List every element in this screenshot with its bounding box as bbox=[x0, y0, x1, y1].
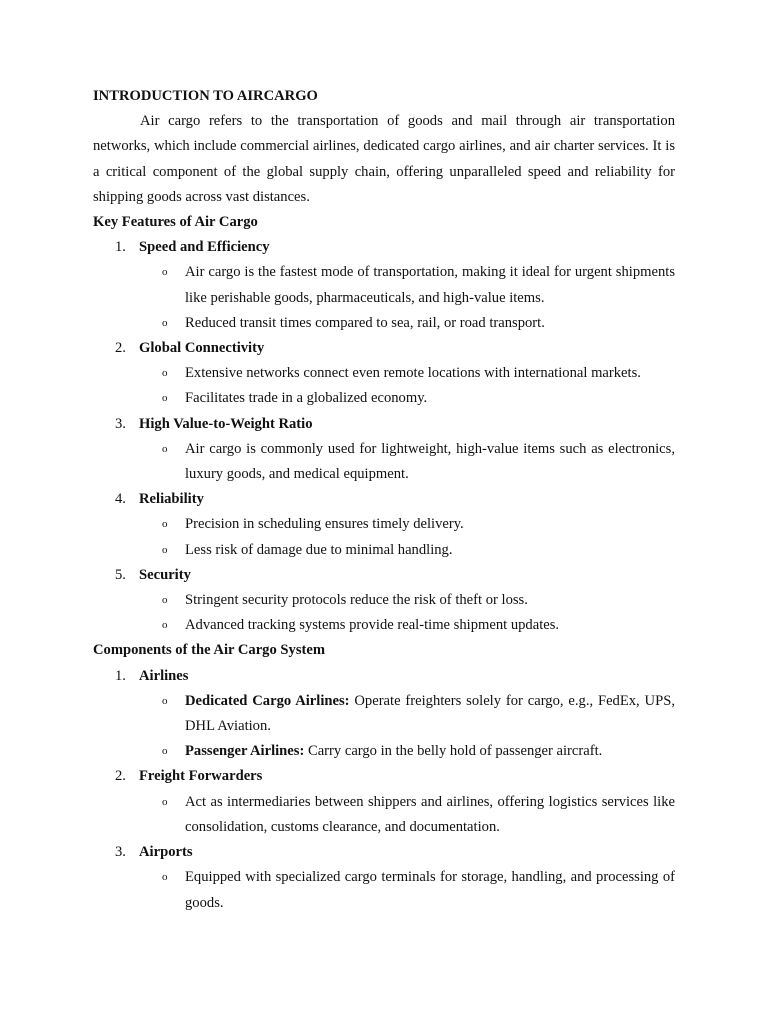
list-item-title: Global Connectivity bbox=[139, 340, 265, 357]
section-heading: Components of the Air Cargo System bbox=[93, 642, 326, 659]
sections-container bbox=[93, 210, 675, 916]
sub-list-item bbox=[139, 790, 675, 840]
sub-item-text: Extensive networks connect even remote locations with international markets. bbox=[185, 365, 641, 382]
sub-item-text: Act as intermediaries between shippers and airlines, offering logistics services like consolidation, customs clearance, and documentation. bbox=[185, 793, 675, 835]
list-item bbox=[93, 664, 675, 765]
bullet-icon: o bbox=[162, 316, 168, 329]
numbered-list bbox=[93, 235, 675, 638]
sub-item-term: Dedicated Cargo Airlines: bbox=[185, 692, 350, 709]
list-item-title: Airlines bbox=[139, 667, 189, 684]
list-item-title: High Value-to-Weight Ratio bbox=[139, 415, 313, 432]
sub-list bbox=[139, 437, 675, 487]
sub-list-item bbox=[139, 739, 675, 764]
sub-list bbox=[139, 512, 675, 562]
list-item bbox=[93, 487, 675, 563]
list-item bbox=[93, 764, 675, 840]
numbered-list bbox=[93, 664, 675, 916]
sub-list-item bbox=[139, 689, 675, 739]
document-title: INTRODUCTION TO AIRCARGO bbox=[93, 88, 318, 104]
list-item-title: Airports bbox=[139, 844, 193, 861]
sub-item-text: Advanced tracking systems provide real-time shipment updates. bbox=[185, 617, 560, 634]
sub-item-text: Operate freighters solely for cargo, e.g., FedEx, UPS, DHL Aviation. bbox=[185, 692, 675, 735]
sub-item-text: Air cargo is commonly used for lightweight, high-value items such as electronics, luxury goods, and medical equipment. bbox=[185, 440, 675, 483]
bullet-icon: o bbox=[162, 442, 168, 455]
list-item-number: 5. bbox=[115, 566, 126, 583]
bullet-icon: o bbox=[162, 367, 168, 380]
sub-item-text: Reduced transit times compared to sea, rail, or road transport. bbox=[185, 314, 545, 331]
sub-list bbox=[139, 689, 675, 765]
sub-list bbox=[139, 260, 675, 336]
list-item bbox=[93, 563, 675, 639]
sub-item-text: Stringent security protocols reduce the risk of theft or loss. bbox=[185, 592, 528, 609]
bullet-icon: o bbox=[162, 518, 168, 531]
list-item-number: 3. bbox=[115, 415, 126, 432]
sub-item-term: Passenger Airlines: bbox=[185, 743, 305, 760]
bullet-icon: o bbox=[162, 266, 168, 279]
sub-list-item bbox=[139, 613, 675, 638]
intro-paragraph: Air cargo refers to the transportation of goods and mail through air transportation networks, which include commercial airlines, dedicated cargo airlines, and air charter services. It is a critical component of the global supply chain, offering unparalleled speed and reliability for shipping goods across vast distances. bbox=[93, 113, 675, 205]
bullet-icon: o bbox=[162, 871, 168, 884]
sub-list-item bbox=[139, 538, 675, 563]
sub-list bbox=[139, 865, 675, 915]
sub-list-item bbox=[139, 361, 675, 386]
sub-item-text: Equipped with specialized cargo terminals for storage, handling, and processing of goods. bbox=[185, 869, 675, 911]
list-item-number: 2. bbox=[115, 768, 126, 785]
list-item-number: 3. bbox=[115, 844, 126, 861]
sub-list-item bbox=[139, 588, 675, 613]
sub-item-text: Less risk of damage due to minimal handling. bbox=[185, 541, 453, 558]
sub-list-item bbox=[139, 260, 675, 310]
sub-list-item bbox=[139, 311, 675, 336]
list-item-title: Reliability bbox=[139, 491, 204, 508]
list-item-title: Security bbox=[139, 566, 191, 583]
bullet-icon: o bbox=[162, 619, 168, 632]
bullet-icon: o bbox=[162, 392, 168, 405]
sub-list bbox=[139, 361, 675, 411]
sub-item-text: Facilitates trade in a globalized economy. bbox=[185, 390, 428, 407]
sub-item-text: Precision in scheduling ensures timely delivery. bbox=[185, 516, 464, 533]
bullet-icon: o bbox=[162, 594, 168, 607]
sub-list bbox=[139, 588, 675, 638]
bullet-icon: o bbox=[162, 745, 168, 758]
sub-list-item bbox=[139, 386, 675, 411]
sub-list-item bbox=[139, 437, 675, 487]
list-item-number: 1. bbox=[115, 667, 126, 684]
sub-item-text: Air cargo is the fastest mode of transportation, making it ideal for urgent shipments like perishable goods, pharmaceuticals, and high-value items. bbox=[185, 264, 675, 306]
sub-list-item bbox=[139, 512, 675, 537]
sub-item-text: Carry cargo in the belly hold of passenger aircraft. bbox=[304, 743, 603, 760]
list-item bbox=[93, 412, 675, 488]
list-item-title: Freight Forwarders bbox=[139, 768, 263, 785]
bullet-icon: o bbox=[162, 795, 168, 808]
list-item-number: 4. bbox=[115, 491, 126, 508]
list-item bbox=[93, 840, 675, 916]
sub-list bbox=[139, 790, 675, 840]
list-item bbox=[93, 336, 675, 412]
section-heading: Key Features of Air Cargo bbox=[93, 214, 258, 231]
bullet-icon: o bbox=[162, 694, 168, 707]
list-item-number: 1. bbox=[115, 239, 126, 256]
bullet-icon: o bbox=[162, 543, 168, 556]
list-item bbox=[93, 235, 675, 336]
list-item-number: 2. bbox=[115, 340, 126, 357]
sub-list-item bbox=[139, 865, 675, 915]
list-item-title: Speed and Efficiency bbox=[139, 239, 270, 256]
